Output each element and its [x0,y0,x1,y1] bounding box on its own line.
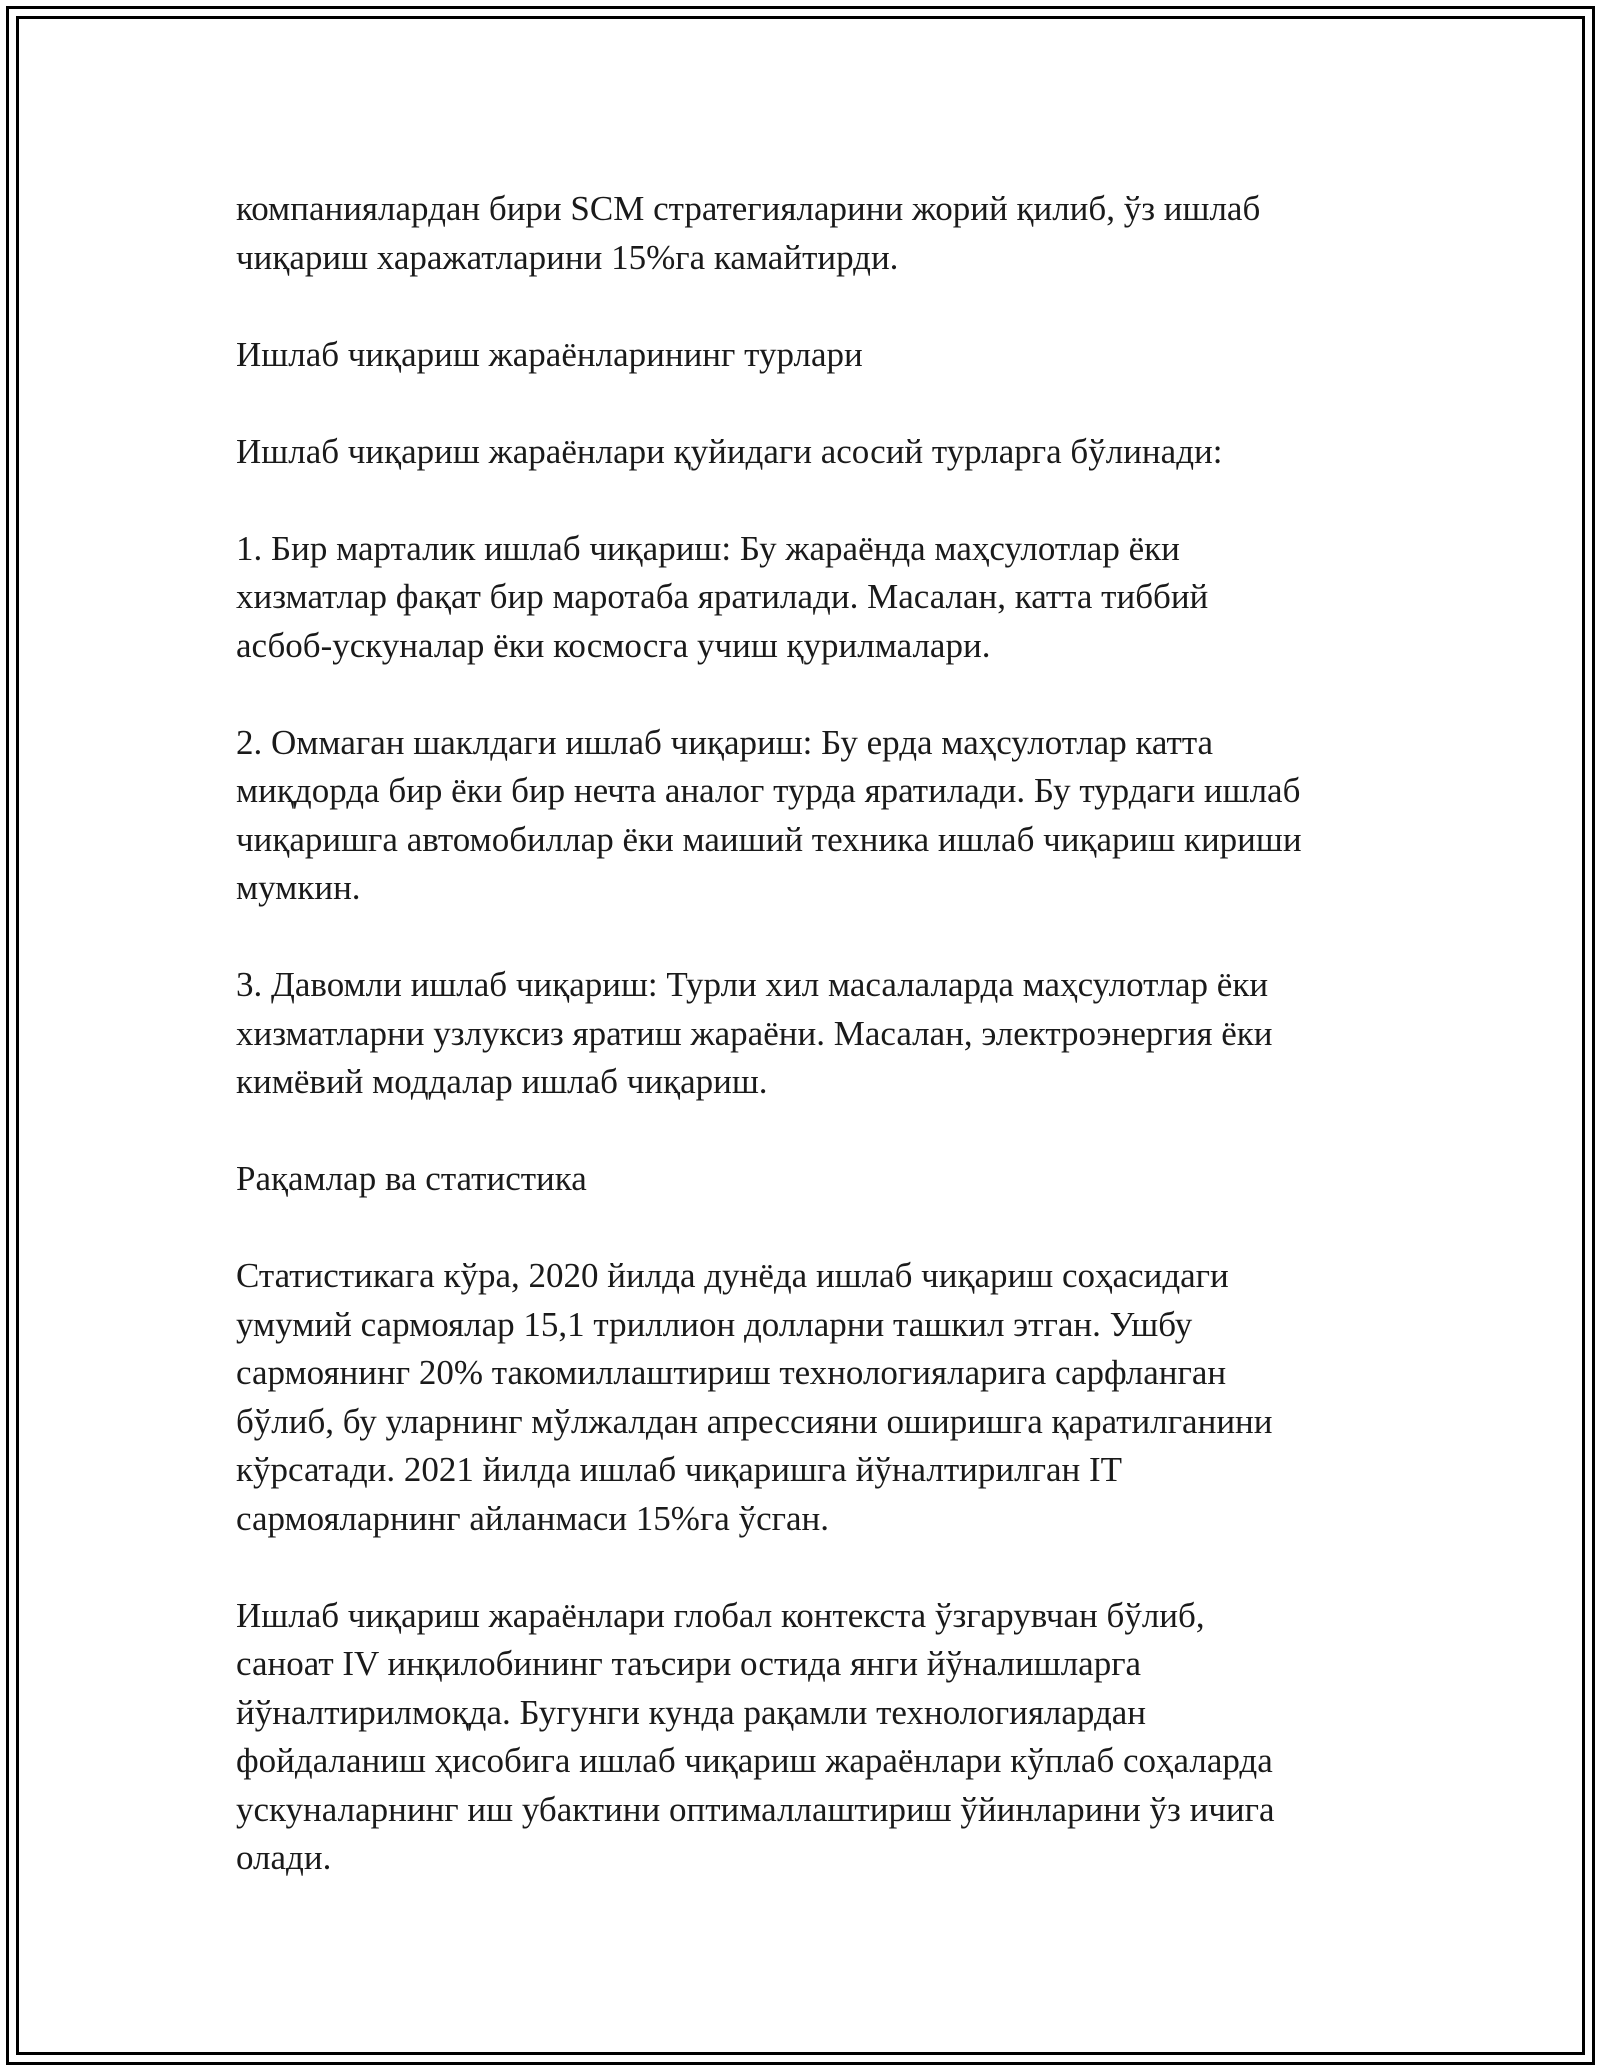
text-line: кўрсатади. 2021 йилда ишлаб чиқаришга йўналтирилган IT [236,1450,1122,1489]
text-line: компаниялардан бири SCM стратегияларини жорий қилиб, ўз ишлаб [236,189,1261,228]
text-line: сармояларнинг айланмаси 15%га ўсган. [236,1498,830,1538]
text-line: йўналтирилмоқда. Бугунги кунда рақамли технологиялардан [236,1692,1147,1732]
text-line: чиқариш харажатларини 15%га камайтирди. [236,237,899,277]
paragraph-statistics [236,1252,1386,1543]
text-line: умумий сармоялар 15,1 триллион долларни ташкил этган. Ушбу [236,1304,1193,1344]
text-line: ускуналарнинг иш убактини оптималлаштириш ўйинларини ўз ичига [236,1789,1275,1829]
heading-line: Рақамлар ва статистика [236,1159,587,1198]
section-heading-statistics [236,1155,1386,1204]
text-line: чиқаришга автомобиллар ёки маиший техника ишлаб чиқариш кириши [236,819,1302,859]
list-item-3 [236,961,1386,1107]
text-line: олади. [236,1838,332,1877]
text-line: Статистикага кўра, 2020 йилда дунёда ишлаб чиқариш соҳасидаги [236,1256,1229,1295]
text-line: сармоянинг 20% такомиллаштириш технологияларига сарфланган [236,1353,1227,1392]
text-line: миқдорда бир ёки бир нечта аналог турда яратилади. Бу турдаги ишлаб [236,771,1301,810]
text-line: мумкин. [236,868,361,907]
list-item-2 [236,719,1386,913]
text-line: хизматларни узлуксиз яратиш жараёни. Масалан, электроэнергия ёки [236,1013,1273,1053]
paragraph-conclusion [236,1592,1386,1883]
text-line: 1. Бир марталик ишлаб чиқариш: Бу жараёнда маҳсулотлар ёки [236,528,1180,568]
section-heading-types [236,331,1386,380]
text-line: 2. Оммаган шаклдаги ишлаб чиқариш: Бу ерда маҳсулотлар катта [236,722,1214,762]
paragraph-intro [236,185,1386,282]
text-line: асбоб-ускуналар ёки космосга учиш қурилмалари. [236,625,991,665]
text-line: фойдаланиш ҳисобига ишлаб чиқариш жараёнлари кўплаб соҳаларда [236,1741,1273,1780]
list-item-1 [236,525,1386,671]
text-line: кимёвий моддалар ишлаб чиқариш. [236,1062,768,1101]
text-line: Ишлаб чиқариш жараёнлари қуйидаги асосий турларга бўлинади: [236,431,1223,471]
text-line: саноат IV инқилобининг таъсири остида янги йўналишларга [236,1644,1142,1683]
heading-line: Ишлаб чиқариш жараёнларининг турлари [236,334,863,374]
text-line: Ишлаб чиқариш жараёнлари глобал контекста ўзгарувчан бўлиб, [236,1595,1205,1635]
text-line: 3. Давомли ишлаб чиқариш: Турли хил масалаларда маҳсулотлар ёки [236,965,1269,1004]
paragraph-types-intro [236,428,1386,477]
text-line: хизматлар фақат бир маротаба яратилади. Масалан, катта тиббий [236,577,1209,616]
text-line: бўлиб, бу уларнинг мўлжалдан апрессияни оширишга қаратилганини [236,1401,1273,1441]
document-body [236,185,1386,1931]
